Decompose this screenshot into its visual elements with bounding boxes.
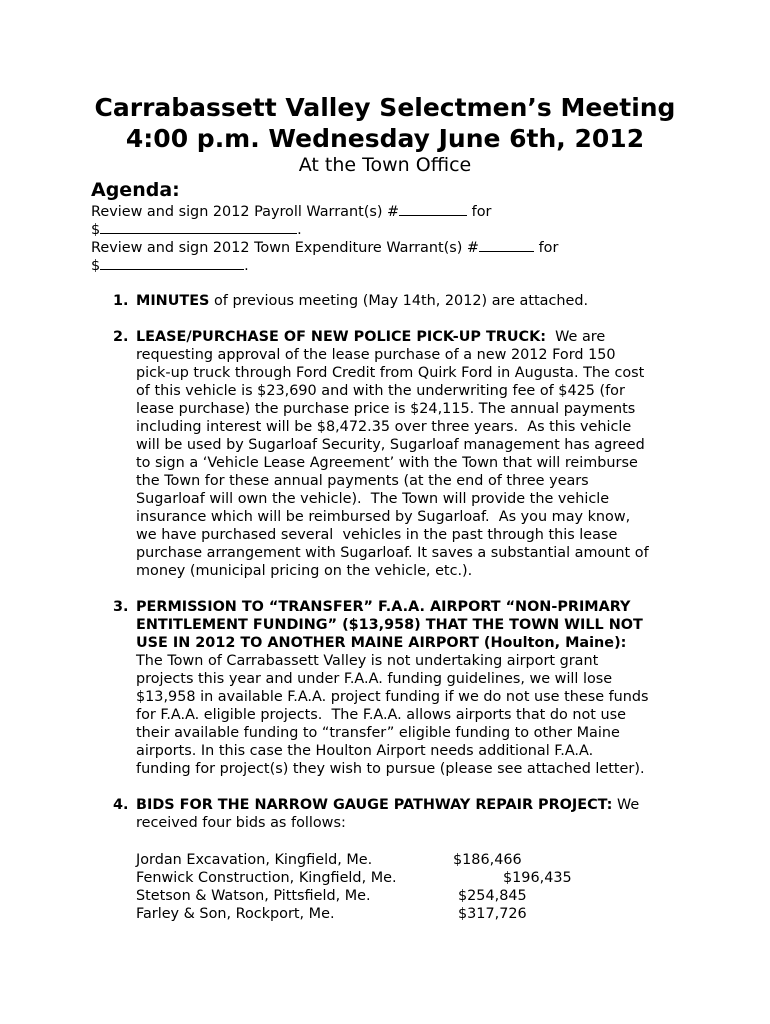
- item-text: purchase arrangement with Sugarloaf. It saves a substantial amount of: [136, 545, 649, 561]
- item-text: will be used by Sugarloaf Security, Sugarloaf management has agreed: [136, 437, 645, 453]
- bidder-name: Jordan Excavation, Kingfield, Me.: [136, 852, 373, 868]
- item-text: funding for project(s) they wish to pursue (please see attached letter).: [136, 761, 645, 777]
- item-text: insurance which will be reimbursed by Sugarloaf. As you may know,: [136, 509, 631, 525]
- payroll-period: .: [297, 222, 302, 238]
- item-number: 4.: [113, 797, 129, 813]
- item-text: including interest will be $8,472.35 over three years. As this vehicle: [136, 419, 632, 435]
- item-text: Sugarloaf will own the vehicle). The Town will provide the vehicle: [136, 491, 610, 507]
- expenditure-warrant-text: Review and sign 2012 Town Expenditure Warrant(s) #: [91, 240, 479, 256]
- item-heading: PERMISSION TO “TRANSFER” F.A.A. AIRPORT “NON-PRIMARY: [136, 599, 631, 615]
- item-text: we have purchased several vehicles in the past through this lease: [136, 527, 618, 543]
- item-number: 1.: [113, 293, 129, 309]
- payroll-amount-line: [91, 220, 302, 239]
- agenda-heading: Agenda:: [91, 179, 180, 201]
- item-heading: ENTITLEMENT FUNDING” ($13,958) THAT THE TOWN WILL NOT: [136, 617, 643, 633]
- item-text: of this vehicle is $23,690 and with the underwriting fee of $425 (for: [136, 383, 625, 399]
- bid-amount: $186,466: [453, 852, 522, 868]
- item-text: received four bids as follows:: [136, 815, 346, 831]
- item-heading: MINUTES: [136, 293, 210, 309]
- expenditure-warrant-line: [91, 238, 558, 257]
- payroll-warrant-text: Review and sign 2012 Payroll Warrant(s) #: [91, 204, 400, 220]
- item-text: airports. In this case the Houlton Airport needs additional F.A.A.: [136, 743, 594, 759]
- expenditure-dollar-sign: $: [91, 258, 101, 274]
- item-text: requesting approval of the lease purchase of a new 2012 Ford 150: [136, 347, 616, 363]
- bidder-name: Farley & Son, Rockport, Me.: [136, 906, 335, 922]
- item-text: to sign a ‘Vehicle Lease Agreement’ with the Town that will reimburse: [136, 455, 638, 471]
- item-number: 2.: [113, 329, 129, 345]
- expenditure-amount-line: [91, 256, 249, 275]
- expenditure-amount-blank: [100, 256, 244, 270]
- payroll-amount-blank: [100, 220, 297, 234]
- expenditure-period: .: [244, 258, 249, 274]
- item-heading: USE IN 2012 TO ANOTHER MAINE AIRPORT (Houlton, Maine):: [136, 635, 627, 651]
- payroll-dollar-sign: $: [91, 222, 101, 238]
- meeting-datetime: 4:00 p.m. Wednesday June 6th, 2012: [125, 124, 645, 153]
- item-text: for F.A.A. eligible projects. The F.A.A. allows airports that do not use: [136, 707, 626, 723]
- item-heading: BIDS FOR THE NARROW GAUGE PATHWAY REPAIR PROJECT:: [136, 797, 613, 813]
- item-text: We are: [546, 329, 606, 345]
- bid-amount: $317,726: [458, 906, 527, 922]
- payroll-warrant-line: [91, 202, 491, 221]
- item-text: We: [612, 797, 640, 813]
- bidder-name: Stetson & Watson, Pittsfield, Me.: [136, 888, 371, 904]
- item-text: money (municipal pricing on the vehicle, etc.).: [136, 563, 473, 579]
- payroll-warrant-number-blank: [399, 202, 467, 216]
- item-text: the Town for these annual payments (at the end of three years: [136, 473, 589, 489]
- bidder-name: Fenwick Construction, Kingfield, Me.: [136, 870, 397, 886]
- item-text: of previous meeting (May 14th, 2012) are attached.: [209, 293, 589, 309]
- item-text: $13,958 in available F.A.A. project funding if we do not use these funds: [136, 689, 649, 705]
- item-text: projects this year and under F.A.A. funding guidelines, we will lose: [136, 671, 613, 687]
- payroll-warrant-for: for: [467, 204, 492, 220]
- item-text: pick-up truck through Ford Credit from Quirk Ford in Augusta. The cost: [136, 365, 645, 381]
- item-heading: LEASE/PURCHASE OF NEW POLICE PICK-UP TRUCK:: [136, 329, 547, 345]
- expenditure-warrant-for: for: [534, 240, 559, 256]
- item-number: 3.: [113, 599, 129, 615]
- meeting-location: At the Town Office: [298, 154, 472, 176]
- meeting-title: Carrabassett Valley Selectmen’s Meeting: [94, 93, 676, 122]
- bid-amount: $254,845: [458, 888, 527, 904]
- expenditure-warrant-number-blank: [479, 238, 534, 252]
- bid-amount: $196,435: [503, 870, 572, 886]
- item-text: their available funding to “transfer” eligible funding to other Maine: [136, 725, 620, 741]
- item-text: lease purchase) the purchase price is $24,115. The annual payments: [136, 401, 636, 417]
- item-text: The Town of Carrabassett Valley is not undertaking airport grant: [136, 653, 599, 669]
